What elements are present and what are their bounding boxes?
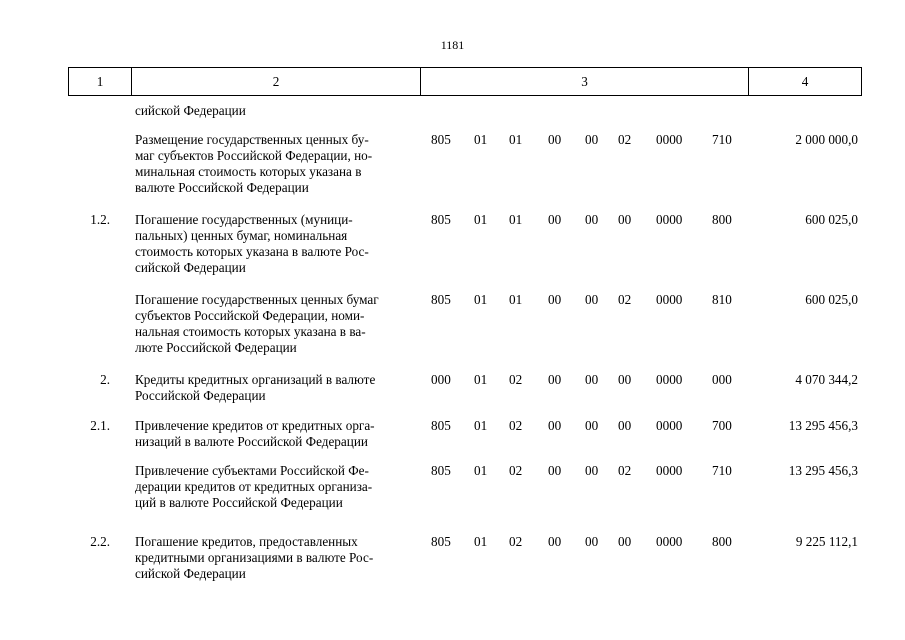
description-line: маг субъектов Российской Федерации, но- (135, 148, 373, 163)
budget-code-part: 01 (474, 212, 488, 227)
budget-code-part: 01 (509, 212, 523, 227)
budget-code-part: 00 (548, 132, 562, 147)
budget-code-part: 00 (548, 372, 562, 387)
budget-code-part: 00 (585, 212, 599, 227)
budget-code-part: 01 (509, 132, 523, 147)
continued-text: сийской Федерации (135, 103, 246, 118)
budget-code-part: 00 (585, 463, 599, 478)
budget-code-part: 805 (431, 212, 451, 227)
budget-code-part: 00 (618, 418, 632, 433)
description-line: Погашение кредитов, предоставленных (135, 534, 358, 549)
row-number: 1.2. (90, 212, 110, 227)
budget-code-part: 02 (509, 372, 523, 387)
row-description (135, 212, 425, 276)
budget-code-part: 00 (618, 372, 632, 387)
budget-code-part: 800 (712, 212, 732, 227)
description-line: дерации кредитов от кредитных организа- (135, 479, 373, 494)
budget-code-part: 805 (431, 463, 451, 478)
budget-code-part: 0000 (656, 534, 683, 549)
row-number: 2.2. (90, 534, 110, 549)
description-line: Привлечение кредитов от кредитных орга- (135, 418, 375, 433)
description-line: кредитными организациями в валюте Рос- (135, 550, 374, 565)
budget-code-part: 805 (431, 132, 451, 147)
row-amount: 600 025,0 (805, 292, 858, 307)
column-header-3: 3 (421, 68, 749, 96)
description-line: пальных) ценных бумаг, номинальная (135, 228, 348, 243)
budget-code-part: 0000 (656, 463, 683, 478)
budget-code-part: 00 (548, 463, 562, 478)
budget-code-part: 00 (548, 534, 562, 549)
column-header-table (68, 67, 862, 96)
budget-code-part: 00 (618, 212, 632, 227)
budget-code-part: 00 (618, 534, 632, 549)
description-line: Погашение государственных (муници- (135, 212, 353, 227)
description-line: низаций в валюте Российской Федерации (135, 434, 368, 449)
budget-code-part: 02 (509, 463, 523, 478)
description-line: ций в валюте Российской Федерации (135, 495, 343, 510)
budget-code-part: 810 (712, 292, 732, 307)
budget-code-part: 01 (509, 292, 523, 307)
row-amount: 4 070 344,2 (795, 372, 858, 387)
budget-code-part: 00 (585, 372, 599, 387)
column-header-1: 1 (69, 68, 132, 96)
budget-code-part: 01 (474, 292, 488, 307)
column-header-2: 2 (132, 68, 421, 96)
budget-code-part: 02 (509, 418, 523, 433)
description-line: валюте Российской Федерации (135, 180, 309, 195)
page-number: 1181 (440, 38, 465, 52)
row-description (135, 292, 425, 356)
budget-code-part: 0000 (656, 212, 683, 227)
description-line: сийской Федерации (135, 260, 246, 275)
row-description (135, 463, 425, 511)
description-line: нальная стоимость которых указана в ва- (135, 324, 366, 339)
column-header-4: 4 (749, 68, 862, 96)
budget-code-part: 02 (509, 534, 523, 549)
budget-code-part: 700 (712, 418, 732, 433)
budget-code-part: 710 (712, 132, 732, 147)
budget-code-part: 805 (431, 418, 451, 433)
column-header-row (69, 68, 862, 96)
budget-code-part: 00 (585, 418, 599, 433)
row-number: 2.1. (90, 418, 110, 433)
budget-code-part: 00 (585, 534, 599, 549)
description-line: Погашение государственных ценных бумаг (135, 292, 379, 307)
budget-code-part: 02 (618, 463, 632, 478)
budget-code-part: 00 (548, 418, 562, 433)
budget-code-part: 800 (712, 534, 732, 549)
budget-code-part: 710 (712, 463, 732, 478)
description-line: сийской Федерации (135, 566, 246, 581)
budget-code-part: 01 (474, 463, 488, 478)
budget-code-part: 0000 (656, 418, 683, 433)
budget-code-part: 00 (585, 132, 599, 147)
description-line: Кредиты кредитных организаций в валюте (135, 372, 376, 387)
description-line: стоимость которых указана в валюте Рос- (135, 244, 369, 259)
budget-code-part: 01 (474, 132, 488, 147)
budget-code-part: 01 (474, 534, 488, 549)
budget-code-part: 02 (618, 132, 632, 147)
row-description (135, 132, 425, 196)
budget-code-part: 00 (548, 212, 562, 227)
description-line: минальная стоимость которых указана в (135, 164, 362, 179)
budget-code-part: 000 (431, 372, 451, 387)
budget-code-part: 00 (548, 292, 562, 307)
description-line: Размещение государственных ценных бу- (135, 132, 369, 147)
budget-code-part: 0000 (656, 372, 683, 387)
row-amount: 13 295 456,3 (788, 418, 858, 433)
budget-code-part: 805 (431, 534, 451, 549)
row-amount: 13 295 456,3 (788, 463, 858, 478)
budget-code-part: 0000 (656, 292, 683, 307)
description-line: субъектов Российской Федерации, номи- (135, 308, 365, 323)
budget-code-part: 01 (474, 418, 488, 433)
row-amount: 9 225 112,1 (795, 534, 858, 549)
budget-code-part: 0000 (656, 132, 683, 147)
budget-code-part: 805 (431, 292, 451, 307)
budget-code-part: 000 (712, 372, 732, 387)
budget-code-part: 01 (474, 372, 488, 387)
row-number: 2. (100, 372, 110, 387)
budget-code-part: 02 (618, 292, 632, 307)
row-amount: 2 000 000,0 (795, 132, 858, 147)
row-description (135, 418, 425, 450)
budget-code-part: 00 (585, 292, 599, 307)
description-line: Привлечение субъектами Российской Фе- (135, 463, 369, 478)
row-amount: 600 025,0 (805, 212, 858, 227)
description-line: Российской Федерации (135, 388, 266, 403)
row-description (135, 534, 425, 582)
description-line: люте Российской Федерации (135, 340, 297, 355)
row-description (135, 372, 425, 404)
